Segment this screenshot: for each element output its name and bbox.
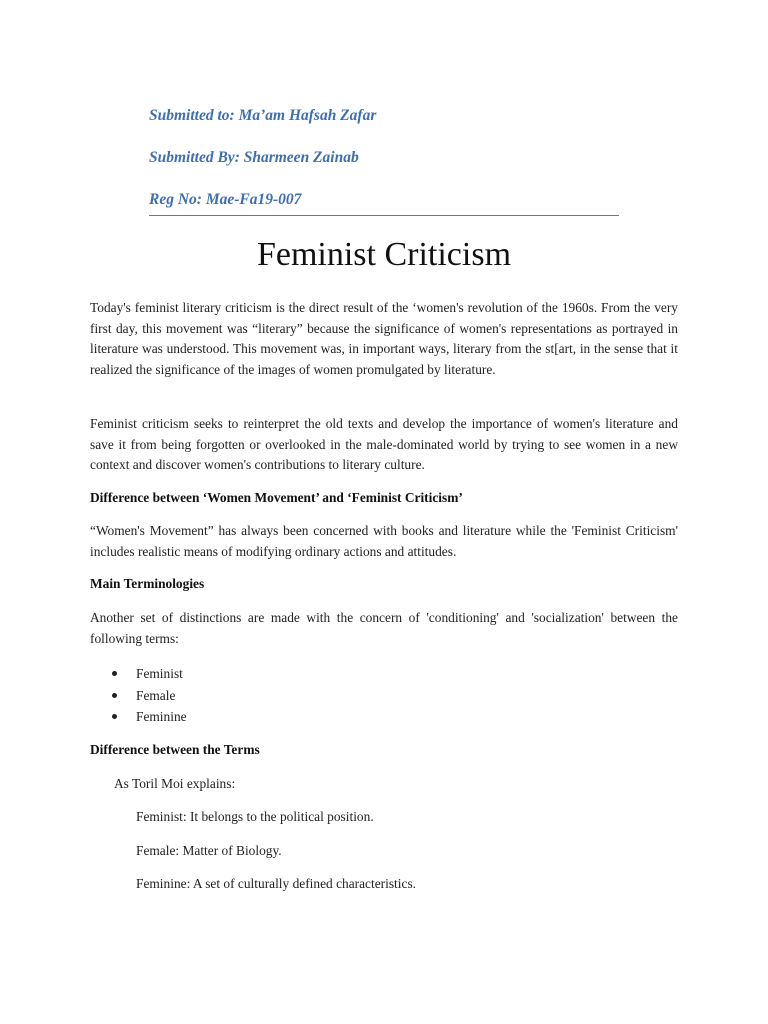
paragraph-movement [90, 521, 678, 562]
paragraph-purpose [90, 414, 678, 476]
submitted-to: Submitted to: Ma’am Hafsah Zafar [149, 107, 377, 124]
section-heading-terminologies [90, 576, 678, 592]
definition-female: Female: Matter of Biology. [136, 843, 282, 858]
paragraph-text: Another set of distinctions are made with the concern of 'conditioning' and 'socialization' between the following terms: [90, 610, 678, 646]
bullet-icon [112, 714, 117, 719]
definition-feminine: Feminine: A set of culturally defined characteristics. [136, 876, 416, 891]
reg-no: Reg No: Mae-Fa19-007 [149, 191, 302, 208]
paragraph-text: “Women's Movement” has always been concerned with books and literature while the 'Feminist Criticism' includes realistic means of modifying ordinary actions and attitudes. [90, 523, 678, 559]
list-item-label: Feminine [136, 709, 187, 724]
list-item [90, 685, 678, 707]
definitions-intro: As Toril Moi explains: [114, 776, 236, 791]
page-title: Feminist Criticism [256, 236, 512, 273]
list-item-label: Female [136, 687, 176, 703]
list-item-label: Feminist [136, 666, 183, 681]
list-item [90, 663, 678, 685]
submitted-by: Submitted By: Sharmeen Zainab [149, 149, 359, 166]
terms-list [90, 663, 678, 728]
definition-feminist: Feminist: It belongs to the political position. [136, 809, 374, 824]
bullet-icon [112, 693, 117, 698]
section-heading-terms [90, 742, 678, 758]
paragraph-text: Feminist criticism seeks to reinterpret the old texts and develop the importance of women's literature and save it from being forgotten or overlooked in the male-dominated world by trying to see women in a new context and discover women's contributions to literary culture. [90, 416, 678, 472]
bullet-icon [112, 671, 117, 676]
list-item [90, 706, 678, 728]
header-divider [149, 215, 619, 216]
section-heading: Main Terminologies [90, 576, 205, 591]
terms-list-container [90, 663, 678, 728]
paragraph-text: Today's feminist literary criticism is the direct result of the ‘women's revolution of the 1960s. From the very first day, this movement was “literary” because the significance of women's representations as portrayed in literature was understood. This movement was, in important ways, literary from the st[art, in the sense that it realized the significance of the images of women promulgated by literature. [90, 300, 678, 377]
section-heading: Difference between the Terms [90, 742, 260, 757]
section-heading-difference [90, 490, 678, 506]
paragraph-distinctions [90, 608, 678, 649]
section-heading: Difference between ‘Women Movement’ and ‘Feminist Criticism’ [90, 490, 463, 505]
paragraph-intro [90, 298, 678, 380]
